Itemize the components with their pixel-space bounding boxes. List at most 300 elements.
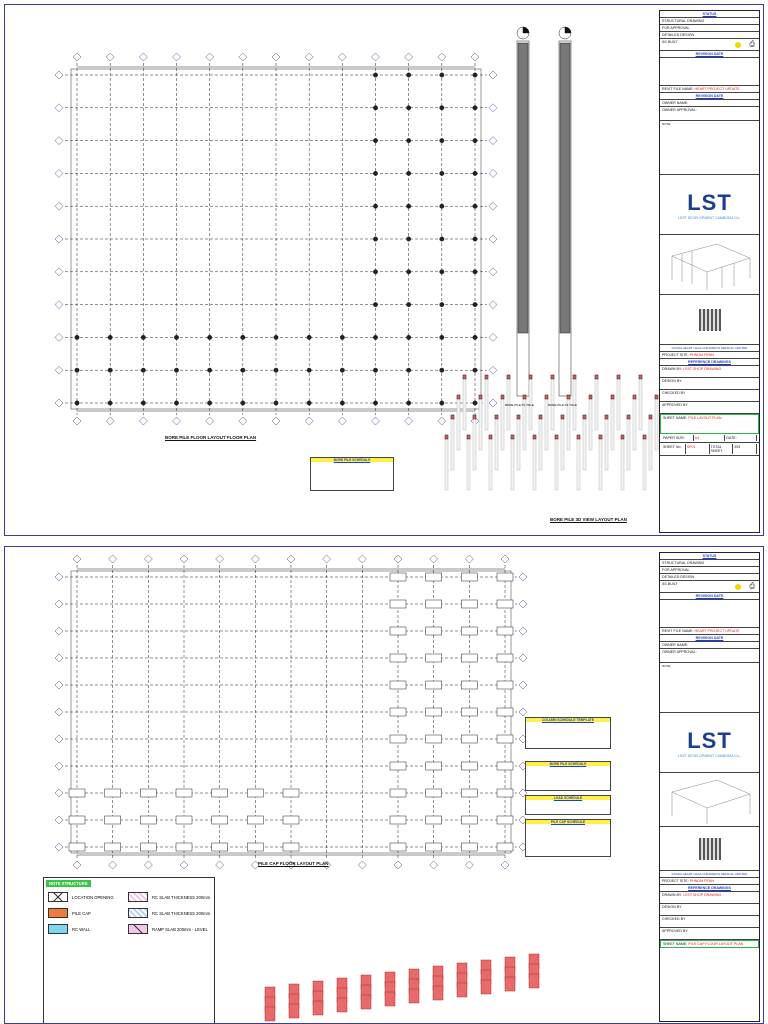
pile-3d-icon — [583, 415, 586, 470]
grid-bubble-icon — [465, 555, 473, 563]
status-indicator-icon — [735, 584, 741, 590]
pile-label-a: BORE PILE P1 TOLE — [505, 403, 534, 407]
grid-bubble-icon — [73, 417, 81, 425]
legend-item: RC SLAB THICKNESS 200mm — [128, 892, 210, 902]
bore-pile-icon — [473, 138, 477, 142]
grid-bubble-icon — [489, 366, 497, 374]
pile-3d-icon — [611, 395, 614, 450]
grid-bubble-icon — [55, 708, 63, 716]
bore-pile-icon — [473, 270, 477, 274]
bore-pile-icon — [274, 401, 278, 405]
status-row: DETAILED DESIGN — [660, 32, 759, 39]
grid-bubble-icon — [144, 555, 152, 563]
pile-cap-icon — [283, 816, 299, 824]
pile-top-icon — [479, 395, 482, 399]
status-heading: STATUS — [660, 11, 759, 18]
pile-top-icon — [473, 415, 476, 419]
bore-pile-icon — [307, 401, 311, 405]
pile-cap-icon — [247, 843, 263, 851]
grid-bubble-icon — [55, 735, 63, 743]
grid-bubble-icon — [55, 202, 63, 210]
grid-bubble-icon — [106, 417, 114, 425]
pile-3d-icon — [489, 435, 492, 490]
pile-cap-icon — [497, 762, 513, 770]
pile-top-icon — [485, 375, 488, 379]
pile-cap-icon — [390, 627, 406, 635]
pile-cap-icon — [497, 735, 513, 743]
pile-top-icon — [627, 415, 630, 419]
bore-pile-icon — [373, 106, 377, 110]
paper-size-row: PAPER SIZE: A3 DATE: — [660, 434, 759, 443]
grid-bubble-icon — [372, 417, 380, 425]
bore-pile-icon — [473, 106, 477, 110]
pile-cap-icon — [426, 789, 442, 797]
pile-3d-icon — [639, 375, 642, 430]
bore-pile-icon — [440, 302, 444, 306]
grid-bubble-icon — [358, 555, 366, 563]
bore-pile-icon — [440, 368, 444, 372]
bore-pile-schedule: BORE PILE SCHEDULE — [310, 457, 394, 491]
grid-bubble-icon — [489, 268, 497, 276]
pile-cap-icon — [69, 843, 85, 851]
drawing-sheet-2 — [4, 546, 764, 1024]
grid-bubble-icon — [465, 861, 473, 869]
pile-cap-icon — [390, 654, 406, 662]
pile-top-icon — [589, 395, 592, 399]
pile-cap-icon — [461, 708, 477, 716]
sheet-name: SHEET NAME: PILE LAYOUT PLAN — [660, 414, 759, 434]
bore-pile-icon — [440, 106, 444, 110]
pile-3d-icon — [479, 395, 482, 450]
status-indicator-icon — [735, 42, 741, 48]
bore-pile-icon — [241, 335, 245, 339]
drawing-sheet-1 — [4, 4, 764, 536]
bore-pile-icon — [406, 204, 410, 208]
bore-pile-icon — [108, 401, 112, 405]
pile-cap-icon — [426, 681, 442, 689]
ramp-swatch-icon — [128, 924, 148, 934]
grid-bubble-icon — [501, 861, 509, 869]
pile-top-icon — [529, 375, 532, 379]
pile-3d-icon — [463, 375, 466, 430]
bore-pile-icon — [473, 302, 477, 306]
grid-bubble-icon — [489, 202, 497, 210]
pile-cap-icon — [497, 654, 513, 662]
pile-3d-icon — [473, 415, 476, 470]
pile-cap-icon — [390, 600, 406, 608]
pile-3d-icon — [621, 435, 624, 490]
owner-name: OWNER NAME: — [660, 100, 759, 107]
pile-cap-3d-icon — [433, 986, 443, 1000]
pile-cap-3d-icon — [337, 998, 347, 1012]
legend-item: RC WALL — [48, 924, 90, 934]
pile-cap-icon — [176, 789, 192, 797]
grid-bubble-icon — [55, 235, 63, 243]
opening-swatch-icon — [48, 892, 68, 902]
plan-caption: BORE PILE FLOOR LAYOUT FLOOR PLAN — [165, 435, 257, 440]
slab-swatch-icon — [128, 908, 148, 918]
slab-swatch-icon — [128, 892, 148, 902]
bore-pile-icon — [141, 368, 145, 372]
grid-bubble-icon — [519, 654, 527, 662]
pile-cap-icon — [247, 816, 263, 824]
pile-cap-icon — [140, 843, 156, 851]
grid-bubble-icon — [55, 627, 63, 635]
bore-pile-icon — [141, 401, 145, 405]
grid-bubble-icon — [489, 71, 497, 79]
bore-pile-icon — [473, 171, 477, 175]
company-logo: LST LSST DEVELOPMENT CAMBODIA Co., — [660, 175, 759, 235]
bore-pile-icon — [406, 335, 410, 339]
bore-pile-icon — [406, 368, 410, 372]
grid-bubble-icon — [55, 71, 63, 79]
grid-bubble-icon — [405, 53, 413, 61]
bore-pile-icon — [406, 302, 410, 306]
grid-bubble-icon — [519, 573, 527, 581]
grid-bubble-icon — [144, 861, 152, 869]
grid-bubble-icon — [305, 53, 313, 61]
pile-3d-icon — [539, 415, 542, 470]
grid-bubble-icon — [173, 417, 181, 425]
pile-top-icon — [507, 375, 510, 379]
pile-cap-icon — [461, 627, 477, 635]
bore-pile-icon — [174, 368, 178, 372]
pile-top-icon — [595, 375, 598, 379]
pile-top-icon — [467, 435, 470, 439]
bore-pile-icon — [440, 204, 444, 208]
bore-pile-icon — [108, 335, 112, 339]
pile-cap-icon — [426, 843, 442, 851]
grid-bubble-icon — [55, 762, 63, 770]
pile-cap-icon — [426, 654, 442, 662]
grid-bubble-icon — [106, 53, 114, 61]
pile-3d-icon — [605, 415, 608, 470]
grid-bubble-icon — [55, 333, 63, 341]
pile-top-icon — [445, 435, 448, 439]
grid-bubble-icon — [55, 654, 63, 662]
bore-pile-icon — [207, 368, 211, 372]
pile-3d-icon — [643, 435, 646, 490]
legend-item: PILE CAP — [48, 908, 91, 918]
pile-3d-icon — [577, 435, 580, 490]
pile-cap-icon — [212, 843, 228, 851]
pile-cap-icon — [390, 573, 406, 581]
pile-top-icon — [451, 415, 454, 419]
grid-bubble-icon — [394, 555, 402, 563]
pile-cap-icon — [212, 789, 228, 797]
building-3d-thumbnail — [660, 235, 759, 295]
pile-top-icon — [599, 435, 602, 439]
bore-pile-icon — [75, 401, 79, 405]
pile-cap-3d-icon — [265, 1007, 275, 1021]
grid-bubble-icon — [139, 417, 147, 425]
pile-3d-icon — [457, 395, 460, 450]
bore-pile-icon — [307, 368, 311, 372]
grid-bubble-icon — [489, 137, 497, 145]
grid-bubble-icon — [489, 169, 497, 177]
pile-cap-icon — [461, 600, 477, 608]
bore-pile-icon — [75, 368, 79, 372]
revision-heading: REVISION DATE — [660, 51, 759, 58]
pile-top-icon — [611, 395, 614, 399]
pile-cap-3d-icon — [385, 992, 395, 1006]
grid-bubble-icon — [519, 708, 527, 716]
pile-top-icon — [551, 375, 554, 379]
bore-pile-icon — [473, 73, 477, 77]
grid-bubble-icon — [55, 268, 63, 276]
bore-pile-icon — [241, 401, 245, 405]
grid-bubble-icon — [55, 843, 63, 851]
pile-top-icon — [573, 375, 576, 379]
pile-top-icon — [533, 435, 536, 439]
pile-cap-icon — [105, 789, 121, 797]
grid-bubble-icon — [489, 333, 497, 341]
bore-pile-icon — [307, 335, 311, 339]
pile-cap-icon — [497, 600, 513, 608]
pile-3d-icon — [561, 415, 564, 470]
pile-cap-icon — [176, 816, 192, 824]
grid-bubble-icon — [323, 555, 331, 563]
bore-pile-icon — [373, 138, 377, 142]
grid-bubble-icon — [109, 555, 117, 563]
bore-pile-icon — [373, 270, 377, 274]
grid-bubble-icon — [489, 235, 497, 243]
grid-bubble-icon — [519, 627, 527, 635]
grid-bubble-icon — [489, 399, 497, 407]
pile-cap-icon — [426, 735, 442, 743]
grid-bubble-icon — [272, 53, 280, 61]
bore-pile-icon — [473, 335, 477, 339]
pile-top-icon — [561, 415, 564, 419]
grid-bubble-icon — [501, 555, 509, 563]
grid-bubble-icon — [55, 681, 63, 689]
pile-3d-icon — [495, 415, 498, 470]
pile-top-icon — [643, 435, 646, 439]
bore-pile-icon — [406, 237, 410, 241]
grid-bubble-icon — [405, 417, 413, 425]
title-block: STATUS STRUCTURAL DRAWING FOR APPROVAL DETAILED DESIGN AS BUILT ⎙ REVISION DATE REVIT FILE NAME: HEART PROJECT UPDATE REVISION DATE OWNER NAME: OWNER APPROVAL: NOTE: LST LSST DEVELOPMENT CAMBODIA Co., KANHA HEART LEGA CHILDREN'S MEDICAL CENTER PROJECT SITE: PHNOM PENH REFERENCE DRAWINGS DRAWN BY: LSST SHOP DRAWING DESIGN BY CHECKED BY APPROVED BY SHEET NAME: PILE LAYOUT PLAN PAPER SIZE: A3 DATE: SHEET No. SP01 TOTAL SHEET 203 — [659, 10, 760, 533]
pile-cap-icon — [390, 843, 406, 851]
pile-cap-icon — [105, 843, 121, 851]
pile-cap-icon — [140, 789, 156, 797]
pile-cap-icon — [212, 816, 228, 824]
grid-bubble-icon — [206, 417, 214, 425]
grid-bubble-icon — [338, 417, 346, 425]
grid-bubble-icon — [55, 169, 63, 177]
bore-pile-icon — [406, 138, 410, 142]
bore-pile-icon — [440, 138, 444, 142]
plan-caption-2: PILE CAP FLOOR LAYOUT PLAN — [258, 861, 329, 866]
status-row-as-built: AS BUILT ⎙ — [660, 39, 759, 51]
pile-cap-icon — [390, 735, 406, 743]
status-row: STRUCTURAL DRAWING — [660, 18, 759, 25]
printer-icon: ⎙ — [749, 41, 755, 48]
printer-icon: ⎙ — [749, 583, 755, 590]
pile-cap-icon — [390, 789, 406, 797]
sheet-name-2: SHEET NAME: PILE CAP FLOOR LAYOUT PLAN — [660, 940, 759, 948]
bore-pile-icon — [241, 368, 245, 372]
bore-pile-icon — [406, 401, 410, 405]
pile-cap-icon — [176, 843, 192, 851]
pile-cap-3d-icon — [361, 995, 371, 1009]
pile-cap-icon — [140, 816, 156, 824]
grid-bubble-icon — [287, 555, 295, 563]
grid-bubble-icon — [55, 789, 63, 797]
pile-3d-icon — [451, 415, 454, 470]
revision-heading-2: REVISION DATE — [660, 93, 759, 100]
bore-pile-icon — [75, 335, 79, 339]
bore-pile-icon — [373, 335, 377, 339]
section-marker-icon — [523, 27, 529, 33]
pile-3d-icon — [533, 435, 536, 490]
pile-cap-icon — [426, 573, 442, 581]
reference-heading: REFERENCE DRAWINGS — [660, 359, 759, 366]
bore-pile-icon — [440, 73, 444, 77]
grid-bubble-icon — [55, 301, 63, 309]
legend-item: RC SLAB THICKNESS 200mm — [128, 908, 210, 918]
pile-floor-plan-drawing — [5, 5, 763, 535]
notes: NOTE: — [660, 121, 759, 175]
bore-pile-icon — [108, 368, 112, 372]
bore-pile-icon — [207, 335, 211, 339]
pile-3d-icon — [445, 435, 448, 490]
qr-code — [660, 295, 759, 345]
grid-bubble-icon — [180, 555, 188, 563]
grid-bubble-icon — [139, 53, 147, 61]
pile-cap-3d-icon — [409, 989, 419, 1003]
revision-table — [660, 58, 759, 86]
pile-cap-icon — [497, 843, 513, 851]
pile-cap-icon — [497, 816, 513, 824]
grid-bubble-icon — [55, 366, 63, 374]
pile-cap-icon — [461, 681, 477, 689]
legend-title: NOTE STRUCTURE — [46, 880, 91, 887]
bore-pile-icon — [340, 401, 344, 405]
bore-pile-icon — [141, 335, 145, 339]
grid-bubble-icon — [73, 53, 81, 61]
pile-3d-icon — [633, 395, 636, 450]
pile-top-icon — [649, 415, 652, 419]
grid-bubble-icon — [519, 600, 527, 608]
grid-bubble-icon — [73, 861, 81, 869]
pile-cap-3d-icon — [505, 977, 515, 991]
pile-3d-icon — [627, 415, 630, 470]
bore-pile-icon — [373, 237, 377, 241]
grid-bubble-icon — [251, 555, 259, 563]
pile-3d-icon — [511, 435, 514, 490]
owner-approval: OWNER APPROVAL: — [660, 107, 759, 121]
pile-cap-icon — [69, 789, 85, 797]
bore-pile-icon — [340, 335, 344, 339]
grid-bubble-icon — [471, 53, 479, 61]
pile-top-icon — [545, 395, 548, 399]
pile-3d-icon — [617, 375, 620, 430]
legend — [43, 877, 215, 1024]
grid-bubble-icon — [216, 555, 224, 563]
pile-3d-icon — [589, 395, 592, 450]
pile-cap-icon — [426, 762, 442, 770]
bore-pile-icon — [440, 270, 444, 274]
pile-cap-schedule: PILE CAP SCHEDULE — [525, 819, 611, 857]
bore-pile-icon — [473, 401, 477, 405]
pile-cap-icon — [426, 627, 442, 635]
grid-bubble-icon — [489, 104, 497, 112]
pile-top-icon — [463, 375, 466, 379]
bore-pile-icon — [207, 401, 211, 405]
grid-bubble-icon — [55, 137, 63, 145]
pile-cap-icon — [497, 627, 513, 635]
bore-pile-icon — [373, 368, 377, 372]
grid-bubble-icon — [430, 555, 438, 563]
pile-top-icon — [457, 395, 460, 399]
pile-top-icon — [605, 415, 608, 419]
pile-cap-3d-icon — [289, 1004, 299, 1018]
pile-cap-icon — [105, 816, 121, 824]
grid-bubble-icon — [180, 861, 188, 869]
bore-pile-icon — [274, 368, 278, 372]
bore-pile-icon — [440, 237, 444, 241]
pile-cap-icon — [69, 816, 85, 824]
pile-cap-icon — [390, 708, 406, 716]
pile-cap-icon — [461, 762, 477, 770]
pile-cap-icon — [390, 762, 406, 770]
pile-3d-icon — [485, 375, 488, 430]
bore-pile-icon — [373, 401, 377, 405]
pile-cap-swatch-icon — [48, 908, 68, 918]
pile-top-icon — [523, 395, 526, 399]
pile-top-icon — [617, 375, 620, 379]
pile-cap-icon — [390, 816, 406, 824]
pile-cap-icon — [461, 816, 477, 824]
pile-cap-icon — [497, 573, 513, 581]
title-block-2: STATUS STRUCTURAL DRAWING FOR APPROVAL DETAILED DESIGN AS BUILT ⎙ REVISION DATE REVIT FILE NAME: HEART PROJECT UPDATE REVISION DATE OWNER NAME: OWNER APPROVAL: NOTE: LST LSST DEVELOPMENT CAMBODIA Co., KANHA HEART LEGA CHILDREN'S MEDICAL CENTER PROJECT SITE: PHNOM PENH REFERENCE DRAWINGS DRAWN BY: LSST SHOP DRAWING DESIGN BY CHECKED BY APPROVED BY SHEET NAME: PILE CAP FLOOR LAYOUT PLAN — [659, 552, 760, 1022]
legend-item: RAMP SLAB 200mm - LEVEL — [128, 924, 208, 934]
pile-cap-3d-icon — [529, 974, 539, 988]
grid-bubble-icon — [206, 53, 214, 61]
pile-3d-icon — [595, 375, 598, 430]
pile-reinforcement — [560, 43, 570, 333]
bore-pile-icon — [373, 73, 377, 77]
pile-top-icon — [511, 435, 514, 439]
pile-cap-icon — [426, 708, 442, 716]
pile-cap-icon — [247, 789, 263, 797]
bore-pile-schedule-2: BORE PILE SCHEDULE — [525, 761, 611, 791]
grid-bubble-icon — [239, 417, 247, 425]
qr-code — [660, 827, 759, 871]
pile-top-icon — [655, 395, 658, 399]
pile-cap-icon — [426, 816, 442, 824]
column-schedule: COLUMN SCHEDULE TEMPLATE — [525, 717, 611, 749]
bore-pile-icon — [440, 335, 444, 339]
grid-bubble-icon — [55, 104, 63, 112]
company-logo: LST LSST DEVELOPMENT CAMBODIA Co., — [660, 713, 759, 773]
project-name: KANHA HEART LEGA CHILDREN'S MEDICAL CENTER — [660, 345, 759, 352]
bore-pile-icon — [440, 401, 444, 405]
pile-label-b: BORE PILE P2 TOLE — [548, 403, 577, 407]
grid-bubble-icon — [430, 861, 438, 869]
grid-bubble-icon — [55, 600, 63, 608]
pile-3d-icon — [501, 395, 504, 450]
pile-cap-icon — [426, 600, 442, 608]
pile-cap-icon — [461, 843, 477, 851]
bore-pile-icon — [373, 204, 377, 208]
grid-bubble-icon — [394, 861, 402, 869]
grid-bubble-icon — [55, 816, 63, 824]
bore-pile-icon — [340, 368, 344, 372]
pile-top-icon — [621, 435, 624, 439]
rc-wall-swatch-icon — [48, 924, 68, 934]
grid-bubble-icon — [489, 301, 497, 309]
